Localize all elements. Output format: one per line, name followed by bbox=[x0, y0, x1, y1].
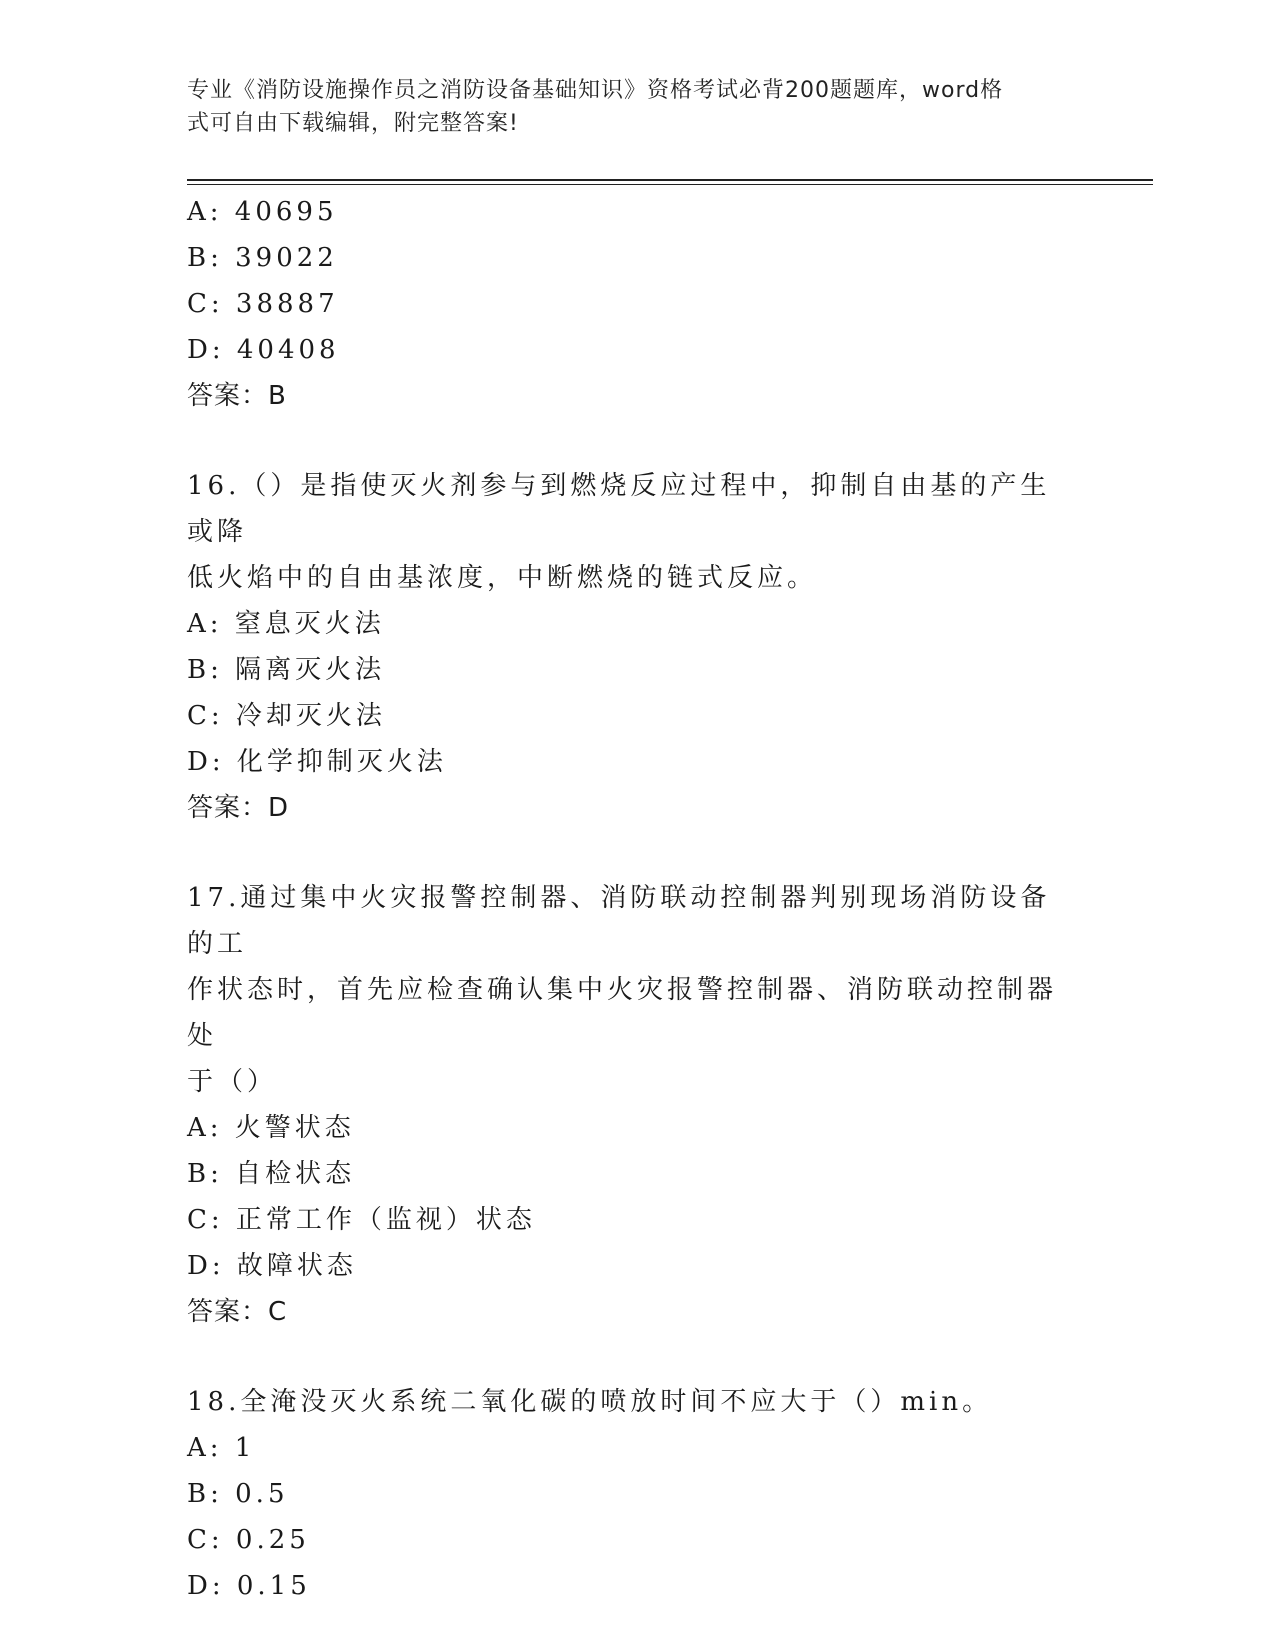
option-b: B: 0.5 bbox=[187, 1479, 289, 1509]
option-c: C: 0.25 bbox=[187, 1525, 310, 1555]
answer-label: 答案：B bbox=[187, 381, 287, 411]
question-17 bbox=[187, 875, 1087, 1335]
question-15 bbox=[187, 189, 1087, 419]
option-d: D: 0.15 bbox=[187, 1571, 311, 1601]
option-c: C: 冷却灭火法 bbox=[187, 701, 386, 731]
option-d: D: 40408 bbox=[187, 335, 340, 365]
option-a: A: 火警状态 bbox=[187, 1113, 355, 1143]
question-stem-line-1: 16.（）是指使灭火剂参与到燃烧反应过程中，抑制自由基的产生或降 bbox=[187, 471, 1051, 547]
spacer bbox=[187, 1335, 1087, 1379]
spacer bbox=[187, 831, 1087, 875]
answer-label: 答案：C bbox=[187, 1297, 288, 1327]
spacer bbox=[187, 419, 1087, 463]
question-stem-line-2: 作状态时，首先应检查确认集中火灾报警控制器、消防联动控制器处 bbox=[187, 975, 1058, 1051]
header-line-1: 专业《消防设施操作员之消防设备基础知识》资格考试必背200题题库，word格 bbox=[187, 78, 1004, 103]
option-a: A: 窒息灭火法 bbox=[187, 609, 385, 639]
answer-label: 答案：D bbox=[187, 793, 290, 823]
question-18 bbox=[187, 1379, 1087, 1609]
question-stem-line-1: 18.全淹没灭火系统二氧化碳的喷放时间不应大于（）min。 bbox=[187, 1387, 993, 1417]
question-stem-line-3: 于（） bbox=[187, 1067, 278, 1097]
page-header bbox=[187, 74, 1067, 140]
option-a: A: 40695 bbox=[187, 197, 338, 227]
option-a: A: 1 bbox=[187, 1433, 256, 1463]
option-b: B: 自检状态 bbox=[187, 1159, 356, 1189]
header-divider-thick bbox=[187, 179, 1153, 181]
option-c: C: 正常工作（监视）状态 bbox=[187, 1205, 536, 1235]
option-b: B: 39022 bbox=[187, 243, 338, 273]
option-c: C: 38887 bbox=[187, 289, 339, 319]
question-stem-line-2: 低火焰中的自由基浓度，中断燃烧的链式反应。 bbox=[187, 563, 818, 593]
option-d: D: 化学抑制灭火法 bbox=[187, 747, 447, 777]
question-stem-line-1: 17.通过集中火灾报警控制器、消防联动控制器判别现场消防设备的工 bbox=[187, 883, 1051, 959]
option-d: D: 故障状态 bbox=[187, 1251, 357, 1281]
header-divider-thin bbox=[187, 184, 1153, 185]
question-list bbox=[187, 189, 1087, 1609]
header-line-2: 式可自由下载编辑，附完整答案! bbox=[187, 111, 519, 136]
question-16 bbox=[187, 463, 1087, 831]
option-b: B: 隔离灭火法 bbox=[187, 655, 386, 685]
